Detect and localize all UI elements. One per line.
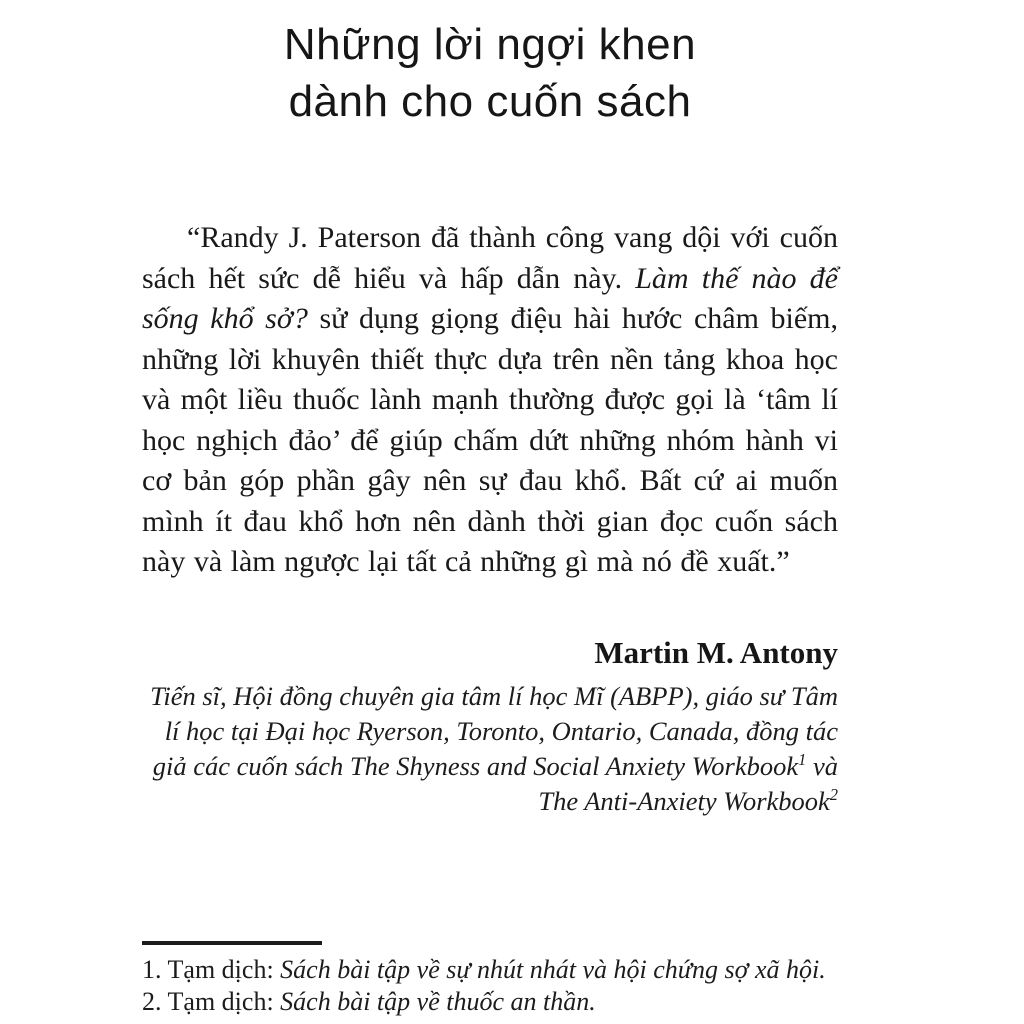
attribution-credentials: Tiến sĩ, Hội đồng chuyên gia tâm lí học Mĩ (ABPP), giáo sư Tâm lí học tại Đại học Ryerson, Toronto, Ontario, Canada, đồng tác giả các cuốn sách The Shyness and Social Anxiety Workbook$^1$ và The Anti-Anxiety Workbook$^2$ [150,680,838,816]
attribution-name: Martin M. Antony [594,634,838,670]
praise-quote: “Randy J. Paterson đã thành công vang dội với cuốn sách hết sức dễ hiểu và hấp dẫn này. Làm thế nào để sống khổ sở? sử dụng giọng điệu hài hước châm biếm, những lời khuyên thiết thực dựa trên nền tảng khoa học và một liều thuốc lành mạnh thường được gọi là ‘tâm lí học nghịch đảo’ để giúp chấm dứt những nhóm hành vi cơ bản góp phần gây nên sự đau khổ. Bất cứ ai muốn mình ít đau khổ hơn nên dành thời gian đọc cuốn sách này và làm ngược lại tất cả những gì mà nó đề xuất.” [142,221,838,578]
page-title [142,16,838,130]
page-title-line-1: Những lời ngợi khen [283,20,697,69]
footnote-1: 1. Tạm dịch: Sách bài tập về sự nhút nhát và hội chứng sợ xã hội. [142,955,826,984]
footnotes [142,941,838,1017]
page-title-line-2: dành cho cuốn sách [288,77,692,126]
attribution [142,635,838,819]
footnote-divider [142,941,322,945]
footnote-2: 2. Tạm dịch: Sách bài tập về thuốc an thần. [142,986,596,1016]
text-block [0,16,1024,819]
